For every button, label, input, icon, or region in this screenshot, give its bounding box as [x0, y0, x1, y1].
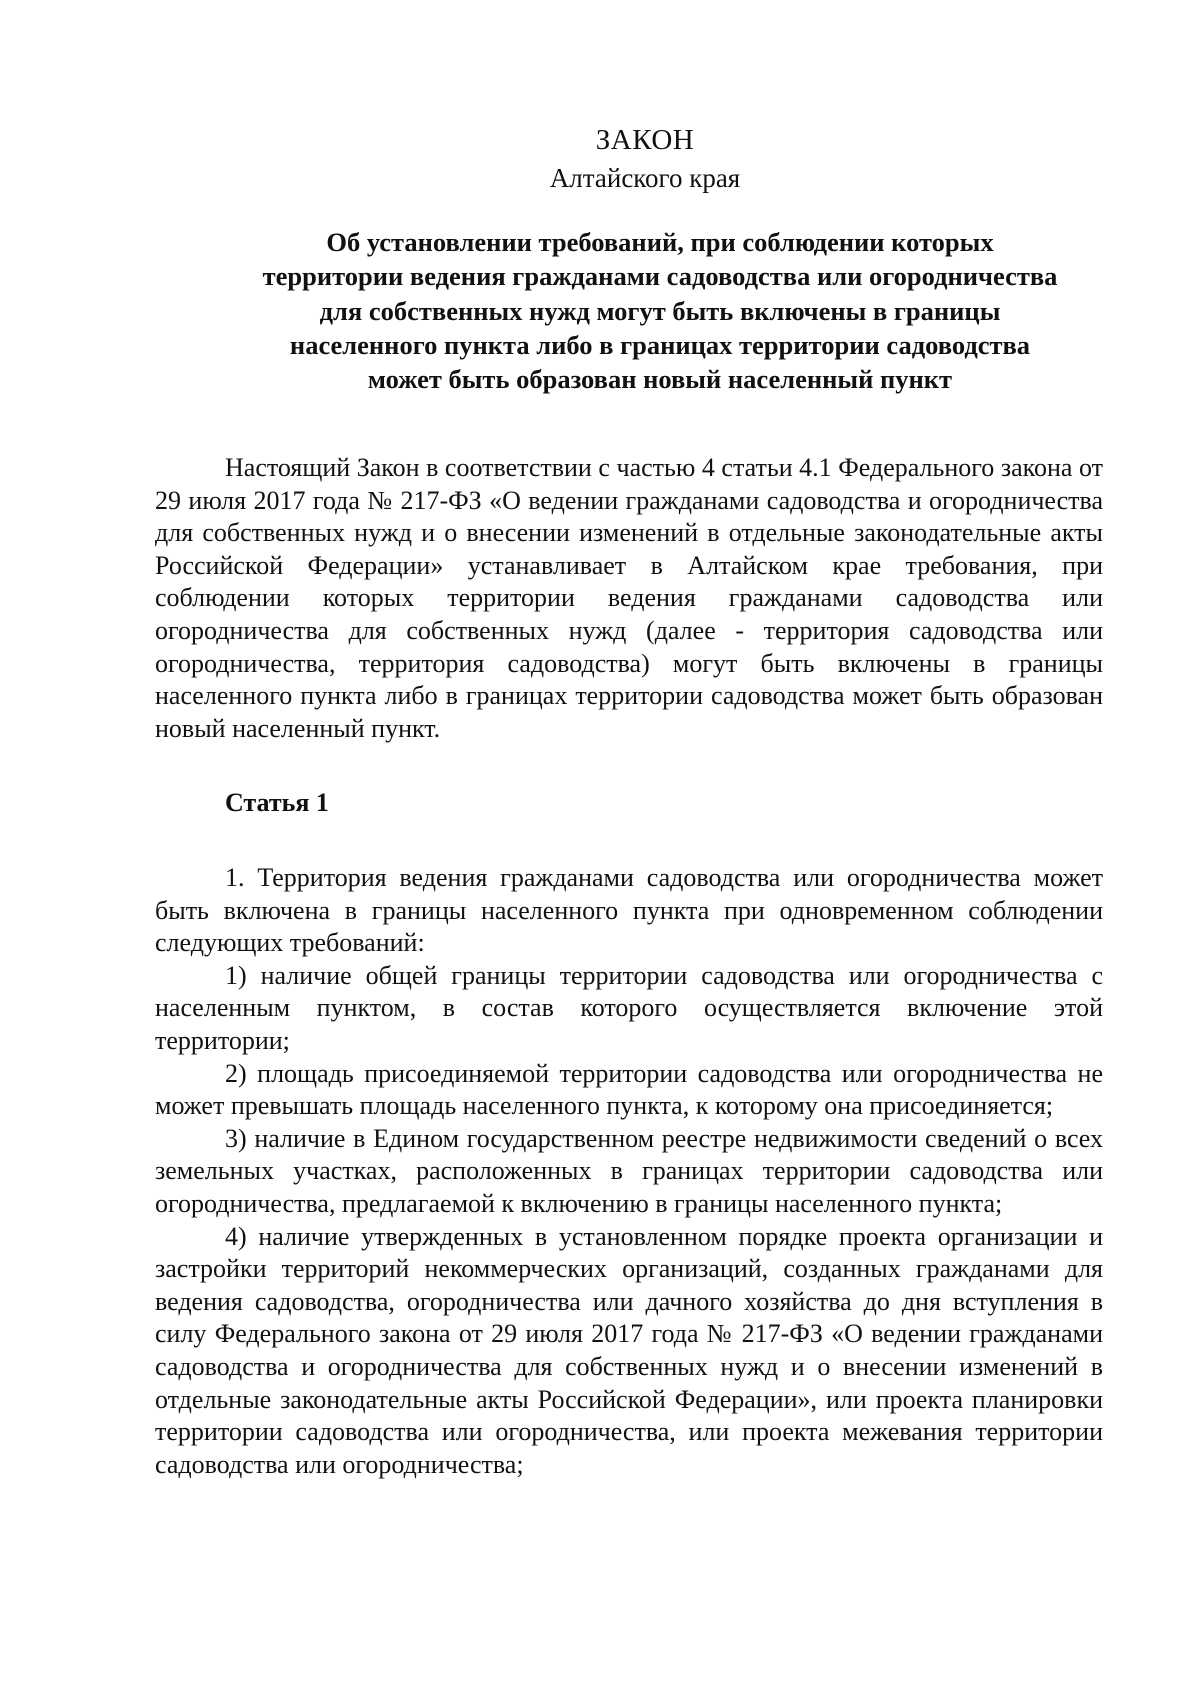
article-list-item: 3) наличие в Едином государственном реестре недвижимости сведений о всех земельных участках, расположенных в границах территории садоводства или огородничества, предлагаемой к включению в границы населенного пункта;: [155, 1123, 1103, 1218]
preamble-paragraph: Настоящий Закон в соответствии с частью 4 статьи 4.1 Федерального закона от 29 июля 2017 года № 217-ФЗ «О ведении гражданами садоводства и огородничества для собственных нужд и о внесении изменений в отдельные законодательные акты Российской Федерации» устанавливает в Алтайском крае требования, при соблюдении которых территории ведения гражданами садоводства или огородничества для собственных нужд (далее - территория садоводства или огородничества, территория садоводства) могут быть включены в границы населенного пункта либо в границах территории садоводства может быть образован новый населенный пункт.: [155, 453, 1103, 743]
title-line: Об установлении требований, при соблюдении которых: [326, 227, 994, 257]
title-line: может быть образован новый населенный пункт: [367, 364, 953, 395]
document-region: Алтайского края: [549, 163, 741, 193]
article-list-item: 4) наличие утвержденных в установленном порядке проекта организации и застройки территорий некоммерческих организаций, созданных гражданами для ведения садоводства, огородничества или дачного хозяйства до дня вступления в силу Федерального закона от 29 июля 2017 года № 217-ФЗ «О ведении гражданами садоводства и огородничества для собственных нужд и о внесении изменений в отдельные законодательные акты Российской Федерации», или проекта планировки территории садоводства или огородничества, или проекта межевания территории садоводства или огородничества;: [155, 1221, 1103, 1479]
title-line: для собственных нужд могут быть включены в границы: [319, 295, 1001, 326]
article-heading: Статья 1: [225, 788, 329, 817]
preamble: [155, 452, 1103, 745]
article-body: [155, 862, 1103, 1481]
title-line: населенного пункта либо в границах территории садоводства: [289, 329, 1031, 360]
document-type: ЗАКОН: [595, 124, 695, 156]
article-paragraph: 1. Территория ведения гражданами садоводства или огородничества может быть включена в границы населенного пункта при одновременном соблюдении следующих требований:: [155, 863, 1103, 958]
title-line: территории ведения гражданами садоводства или огородничества: [262, 261, 1058, 292]
article-list-item: 1) наличие общей границы территории садоводства или огородничества с населенным пунктом, в состав которого осуществляется включение этой территории;: [155, 960, 1103, 1055]
article-list-item: 2) площадь присоединяемой территории садоводства или огородничества не может превышать площадь населенного пункта, к которому она присоединяется;: [155, 1058, 1103, 1121]
document-title: [220, 225, 1100, 396]
